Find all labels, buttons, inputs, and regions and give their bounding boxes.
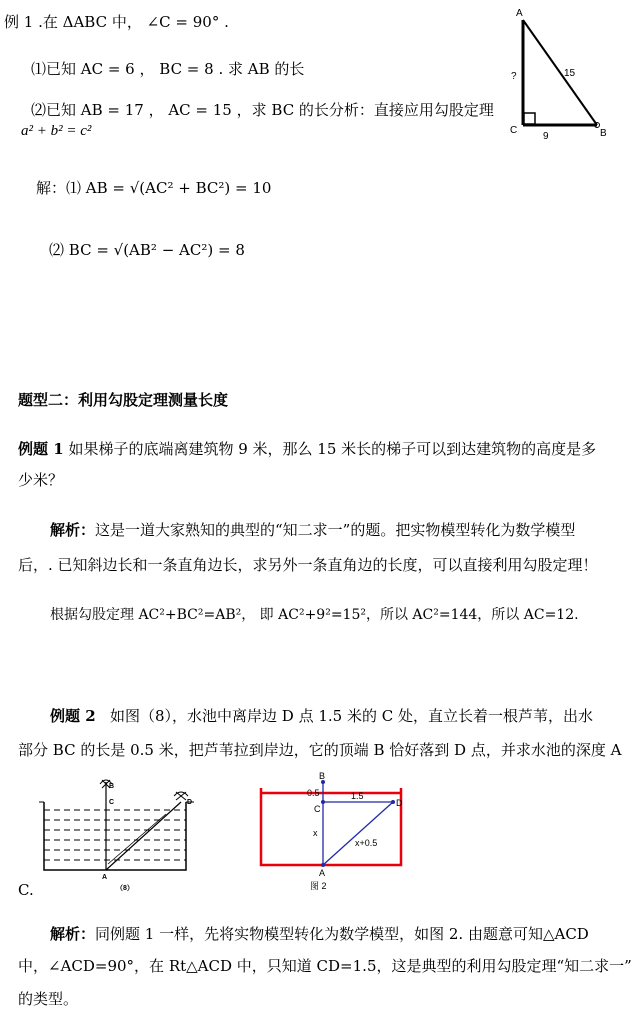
example1-intro: 例 1 .在 ΔABC 中， ∠C = 90° .: [4, 13, 229, 31]
analysis1-text1: 这是一道大家熟知的典型的“知二求一”的题。把实物模型转化为数学模型: [95, 521, 576, 539]
fig2-caption: 图 2: [310, 881, 327, 891]
analysis1-line3: 根据勾股定理 AC²+BC²=AB²， 即 AC²+9²=15²，所以 AC²=144，所以 AC=12.: [50, 607, 579, 623]
ex2-text1: 如图（8），水池中离岸边 D 点 1.5 米的 C 处，直立长着一根芦苇，出水: [109, 707, 593, 725]
fig2-cd-length: 1.5: [351, 791, 364, 801]
ex1-line1: [18, 438, 596, 460]
ex1-line2: 少米？: [18, 471, 64, 489]
analysis2-line3: 的类型。: [18, 990, 79, 1008]
ex2-line1: [50, 705, 593, 727]
example1-part2: ⑵已知 AB = 17 ， AC = 15 ，求 BC 的长分析：直接应用勾股定理: [31, 101, 494, 119]
hypotenuse-label: 15: [564, 68, 576, 79]
analysis1-label: 解析：: [50, 521, 96, 539]
fig2-d-label: D: [396, 798, 403, 808]
vertex-c-label: C: [510, 125, 518, 136]
analysis2-line2: 中，∠ACD=90°，在 Rt△ACD 中，只知道 CD=1.5，这是典型的利用勾股定理“知二求一”: [18, 957, 632, 975]
fig2-x-label: x: [313, 828, 318, 838]
fig2-hyp-label: x+0.5: [355, 838, 378, 848]
example1-formula: a² + b² = c²: [21, 123, 92, 139]
analysis2-text1: 同例题 1 一样，先将实物模型转化为数学模型，如图 2. 由题意可知△ACD: [95, 925, 589, 943]
example1-solution2: ⑵ BC = √(AB² − AC²) = 8: [49, 241, 245, 259]
example1-solution1: 解：⑴ AB = √(AC² + BC²) = 10: [36, 179, 272, 197]
fig8-c-label: C: [109, 799, 115, 806]
fig2-c-label: C: [314, 804, 321, 814]
ex2-line2: 部分 BC 的长是 0.5 米，把芦苇拉到岸边，它的顶端 B 恰好落到 D 点，并求水池的深度 A: [18, 741, 622, 759]
analysis1-line2: 后，. 已知斜边长和一条直角边长，求另外一条直角边的长度，可以直接利用勾股定理！: [18, 556, 598, 574]
analysis2-label: 解析：: [50, 925, 96, 943]
fig2-a-label: A: [319, 868, 326, 878]
ex2-label: 例题 2: [50, 707, 96, 725]
analysis2-line1: [50, 923, 589, 945]
vertex-a-label: A: [516, 8, 523, 19]
fig8-b-label: B: [109, 783, 115, 790]
section2-title: 题型二：利用勾股定理测量长度: [18, 391, 229, 409]
pond-figure-8: [36, 774, 196, 892]
triangle-abc-figure: [505, 5, 615, 140]
ex2-line3: C.: [18, 881, 34, 899]
fig8-caption: （8）: [116, 885, 134, 892]
ex1-label: 例题 1: [18, 440, 64, 458]
left-side-label: ?: [511, 71, 517, 82]
fig2-bc-length: 0.5: [307, 788, 320, 798]
fig8-d-label: D: [187, 799, 193, 806]
analysis1-line1: [50, 519, 575, 541]
example1-part1: ⑴已知 AC = 6 ， BC = 8 . 求 AB 的长: [31, 60, 305, 78]
fig2-b-label: B: [319, 771, 326, 781]
ex1-text: 如果梯子的底端离建筑物 9 米，那么 15 米长的梯子可以到达建筑物的高度是多: [68, 440, 597, 458]
fig8-a-label: A: [102, 874, 108, 881]
vertex-b-label: B: [600, 128, 607, 139]
pond-figure-2: [253, 768, 413, 896]
bottom-side-label: 9: [543, 131, 549, 140]
